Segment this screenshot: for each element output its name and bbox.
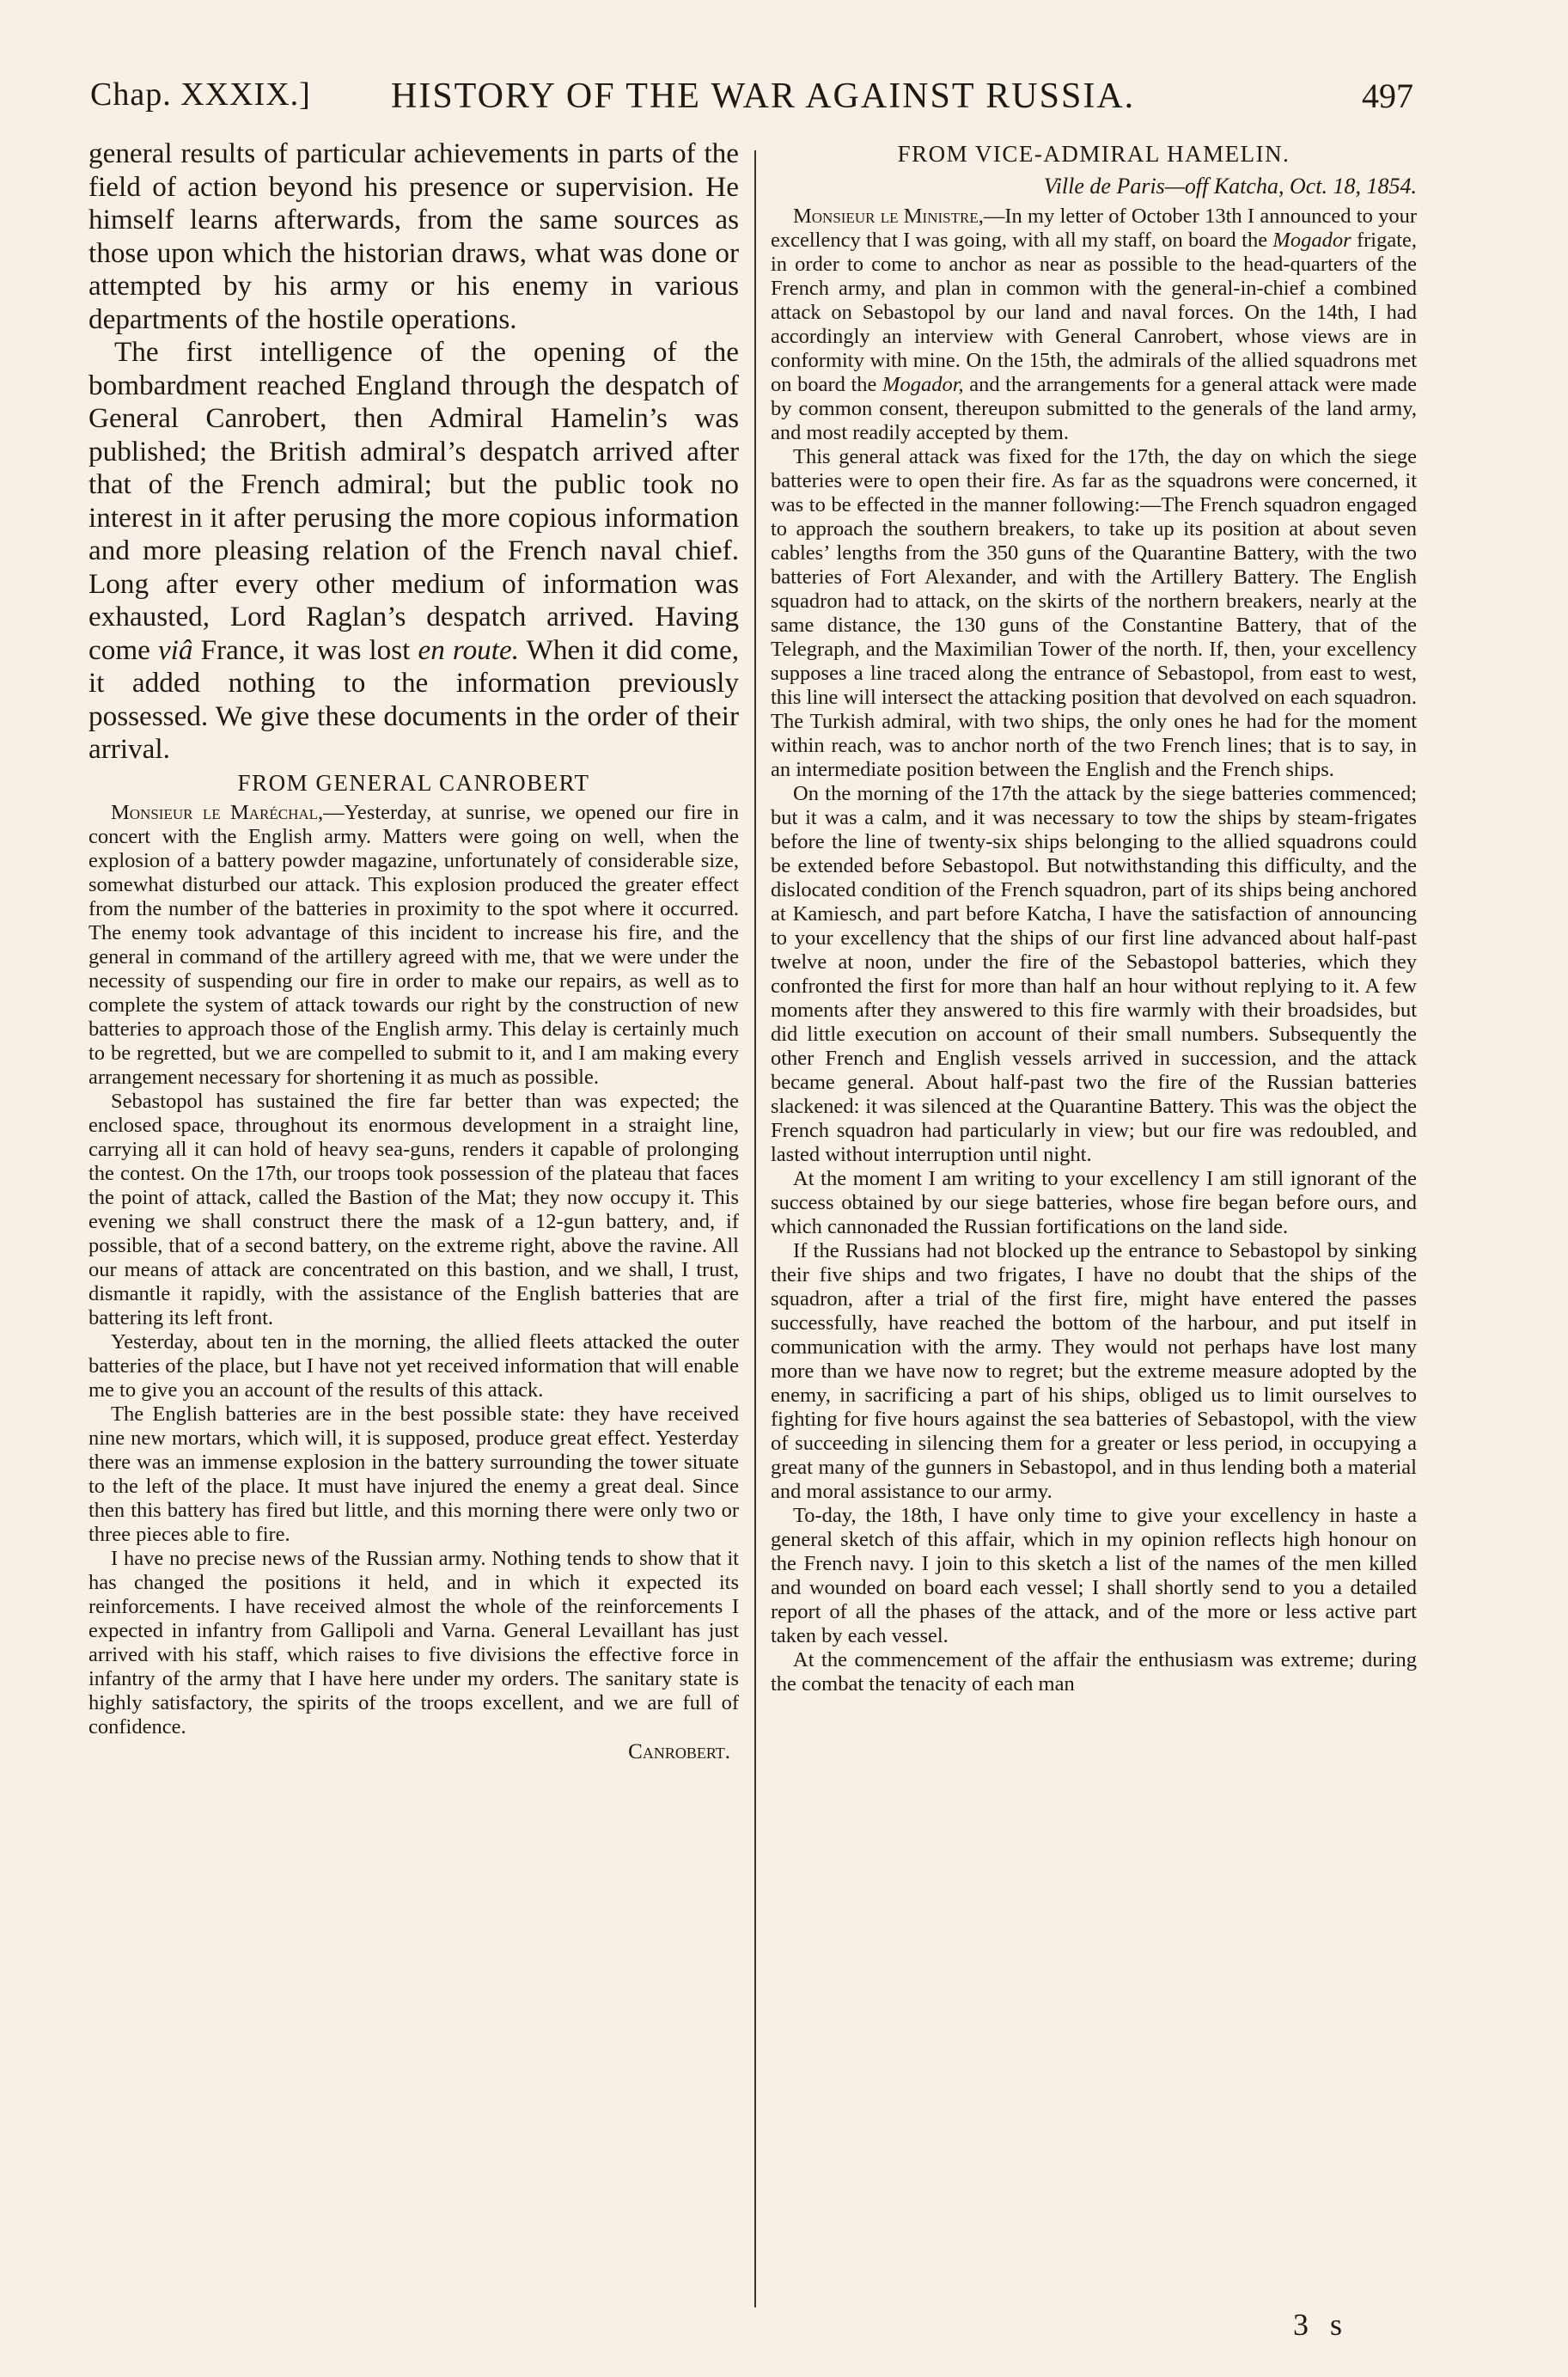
paragraph: To-day, the 18th, I have only time to give your excellency in haste a general sketch of this affair, which in my opinion reflects high honour on the French navy. I join to this sketch a list of the names of the men killed and wounded on board each vessel; I shall shortly send to you a detailed report of all the phases of the attack, and of the more or less active part taken by each vessel.	[771, 1504, 1417, 1647]
paragraph: I have no precise news of the Russian army. Nothing tends to show that it has changed the positions it held, and in which it expected its reinforcements. I have received almost the whole of the reinforcements I expected in infantry from Gallipoli and Varna. General Levaillant has just arrived with his staff, which raises to five divisions the effective force in infantry of the army that I have here under my orders. The sanitary state is highly satisfactory, the spirits of the troops excellent, and we are full of confidence.	[88, 1546, 739, 1738]
column-divider	[754, 150, 756, 2307]
salutation: Monsieur le Ministre,	[793, 205, 984, 228]
book-title: HISTORY OF THE WAR AGAINST RUSSIA.	[391, 76, 1136, 116]
paragraph: The first intelligence of the opening of the bombardment reached England through the despatch of General Canrobert, then Admiral Hamelin’s was published; the British admiral’s despatch arrived after that of the French admiral; but the public took no interest in it after perusing the more copious information and more pleasing relation of the French naval chief. Long after every other medium of information was exhausted, Lord Raglan’s despatch arrived. Having come viâ France, it was lost en route. When it did come, it added nothing to the information previously possessed. We give these documents in the order of their arrival.	[88, 336, 739, 765]
paragraph: The English batteries are in the best possible state: they have received nine new mortars, which will, it is supposed, produce great effect. Yesterday there was an immense explosion in the battery surrounding the tower situate to the left of the place. It must have injured the enemy a great deal. Since then this battery has fired but little, and this morning there were only two or three pieces able to fire.	[88, 1402, 739, 1546]
canrobert-despatch	[88, 801, 739, 1765]
paragraph: If the Russians had not blocked up the entrance to Sebastopol by sinking their five ships and two frigates, I have no doubt that the ships of the squadron, after a trial of the first fire, might have entered the passes successfully, have reached the bottom of the harbour, and put itself in communication with the army. They would not perhaps have lost many more than we have now to regret; but the extreme measure adopted by the enemy, in sacrificing a part of his ships, obliged us to limit ourselves to fighting for five hours against the sea batteries of Sebastopol, with the view of succeeding in silencing them for a greater or less period, in occupying a great many of the gunners in Sebastopol, and in thus lending both a material and moral assistance to our army.	[771, 1239, 1417, 1503]
dateline: Ville de Paris—off Katcha, Oct. 18, 1854.	[1043, 174, 1417, 199]
running-head	[0, 76, 1568, 127]
paragraph: general results of particular achievements in parts of the field of action beyond his presence or supervision. He himself learns afterwards, from the same sources as those upon which the historian draws, what was done or attempted by his army or his enemy in various departments of the hostile operations.	[88, 137, 739, 335]
paragraph: Monsieur le Maréchal,—Yesterday, at sunrise, we opened our fire in concert with the English army. Matters were going on well, when the explosion of a battery powder magazine, unfortunately of considerable size, somewhat disturbed our attack. This explosion produced the greater effect from the number of the batteries in proximity to the spot where it occurred. The enemy took advantage of this incident to increase his fire, and the general in command of the artillery agreed with me, that we were under the necessity of suspending our fire in order to make our repairs, as well as to complete the system of attack towards our right by the construction of new batteries to approach those of the English army. This delay is certainly much to be regretted, but we are compelled to submit to it, and I am making every arrangement necessary for shortening it as much as possible.	[88, 800, 739, 1089]
right-column	[771, 137, 1417, 1696]
paragraph: Sebastopol has sustained the fire far better than was expected; the enclosed space, throughout its enormous development in a straight line, carrying all it can hold of heavy sea-guns, renders it capable of prolonging the contest. On the 17th, our troops took possession of the plateau that faces the point of attack, called the Bastion of the Mat; they now occupy it. This evening we shall construct there the mask of a 12-gun battery, and, if possible, that of a second battery, on the extreme right, above the ravine. All our means of attack are concentrated on this bastion, and we shall, I trust, dismantle it rapidly, with the assistance of the English batteries that are battering its left front.	[88, 1089, 739, 1329]
paragraph: Monsieur le Ministre,—In my letter of October 13th I announced to your excellency that I was going, with all my staff, on board the Mogador frigate, in order to come to anchor as near as possible to the head-quarters of the French army, and plan in common with the general-in-chief a combined attack on Sebastopol by our land and naval forces. On the 14th, I had accordingly an interview with General Canrobert, whose views are in conformity with mine. On the 15th, the admirals of the allied squadrons met on board the Mogador, and the arrangements for a general attack were made by common consent, thereupon submitted to the generals of the land army, and most readily accepted by them.	[771, 205, 1418, 444]
narrative-text	[88, 137, 739, 767]
section-heading: FROM GENERAL CANROBERT	[237, 769, 590, 796]
paragraph: Yesterday, about ten in the morning, the allied fleets attacked the outer batteries of the place, but I have not yet received information that will enable me to give you an account of the results of this attack.	[88, 1329, 739, 1402]
signature-mark: 3 s	[1292, 2307, 1349, 2342]
signature: Canrobert.	[628, 1739, 730, 1763]
paragraph: This general attack was fixed for the 17th, the day on which the siege batteries were to open their fire. As far as the squadrons were concerned, it was to be effected in the manner following:—The French squadron engaged to approach the southern breakers, to take up its position at about seven cables’ lengths from the 350 guns of the Quarantine Battery, with the two batteries of Fort Alexander, and with the Artillery Battery. The English squadron had to attack, on the skirts of the northern breakers, nearly at the same distance, the 130 guns of the Constantine Battery, that of the Telegraph, and the Maximilian Tower of the north. If, then, your excellency supposes a line traced along the entrance of Sebastopol, from east to west, this line will intersect the attacking position that devolved on each squadron. The Turkish admiral, with two ships, the only ones he had for the moment within reach, was to anchor north of the two French lines; that is to say, in an intermediate position between the English and the French ships.	[771, 445, 1417, 781]
paragraph: At the commencement of the affair the enthusiasm was extreme; during the combat the tenacity of each man	[771, 1648, 1417, 1696]
hamelin-despatch	[771, 205, 1417, 1696]
salutation: Monsieur le Maréchal,	[111, 800, 324, 824]
left-column	[88, 137, 739, 1765]
paragraph: At the moment I am writing to your excellency I am still ignorant of the success obtained by our siege batteries, whose fire began before ours, and which cannonaded the Russian fortifications on the land side.	[771, 1167, 1417, 1238]
paragraph: On the morning of the 17th the attack by the siege batteries commenced; but it was a calm, and it was necessary to tow the ships by steam-frigates before the line of twenty-six ships belonging to the allied squadrons could be extended before Sebastopol. But notwithstanding this difficulty, and the dislocated condition of the French squadron, part of its ships being anchored at Kamiesch, and part before Katcha, I have the satisfaction of announcing to your excellency that the ships of our first line advanced about half-past twelve at noon, under the fire of the Sebastopol batteries, which they confronted the first for more than half an hour without replying to it. A few moments after they answered to this fire warmly with their broadsides, but did little execution on account of their small numbers. Subsequently the other French and English vessels arrived in succession, and the attack became general. About half-past two the fire of the Russian batteries slackened: it was silenced at the Quarantine Battery. This was the object the French squadron had particularly in view; but our fire was redoubled, and lasted without interruption until night.	[771, 782, 1417, 1166]
section-heading: FROM VICE-ADMIRAL HAMELIN.	[897, 141, 1290, 167]
chapter-label: Chap. XXXIX.]	[90, 76, 311, 113]
page-number: 497	[1362, 76, 1413, 115]
